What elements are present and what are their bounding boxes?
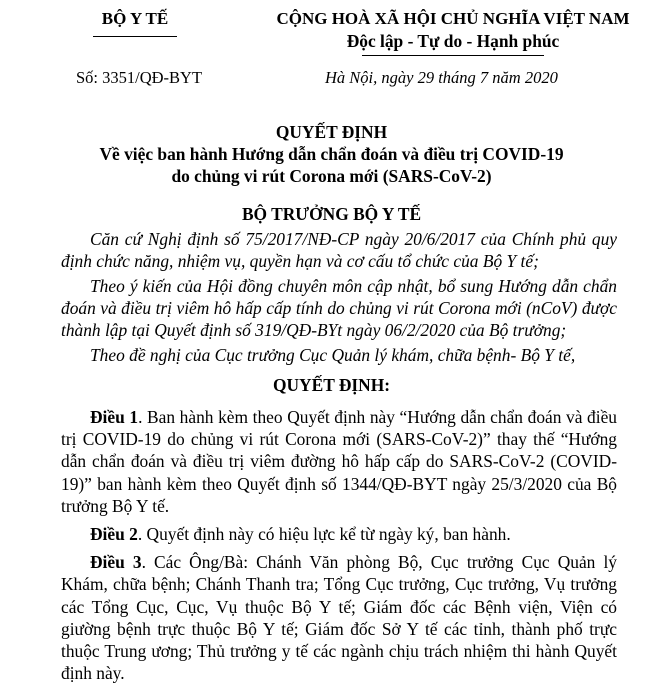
article-text: . Ban hành kèm theo Quyết định này “Hướng dẫn chẩn đoán và điều trị COVID-19 do chủng vi rút Corona mới (SARS-CoV-2)” thay thế “Hướng dẫn chẩn đoán và điều trị viêm đường hô hấp cấp do SARS-CoV-2 (COVID-19)” ban hành kèm theo Quyết định số 1344/QĐ-BYT ngày 25/3/2020 của Bộ trưởng Bộ Y tế. [61, 407, 618, 516]
national-title: CỘNG HOÀ XÃ HỘI CHỦ NGHĨA VIỆT NAM [276, 9, 630, 28]
recital-legal-basis: Căn cứ Nghị định số 75/2017/NĐ-CP ngày 20/6/2017 của Chính phủ quy định chức năng, nhiệm vụ, quyền hạn và cơ cấu tổ chức của Bộ Y tế; [61, 229, 617, 271]
article-label: Điều 2 [90, 524, 138, 545]
document-type: QUYẾT ĐỊNH [275, 122, 388, 142]
articles [61, 406, 617, 690]
recital-proposal: Theo đề nghị của Cục trưởng Cục Quản lý khám, chữa bệnh- Bộ Y tế, [90, 345, 576, 365]
document-subject-line-2: do chủng vi rút Corona mới (SARS-CoV-2) [171, 166, 492, 186]
article-label: Điều 1 [90, 407, 139, 427]
article-1 [61, 406, 617, 517]
article-label: Điều 3 [90, 552, 142, 573]
motto-underline [362, 55, 544, 56]
document-title-block [0, 121, 663, 187]
document-subject-line-1: Về việc ban hành Hướng dẫn chẩn đoán và điều trị COVID-19 [99, 144, 564, 164]
decision-heading: QUYẾT ĐỊNH: [272, 375, 391, 395]
article-2 [61, 523, 617, 545]
national-motto: Độc lập - Tự do - Hạnh phúc [346, 31, 560, 51]
issuing-agency-block [60, 8, 210, 37]
recitals [61, 228, 617, 369]
article-text: . Quyết định này có hiệu lực kể từ ngày ký, ban hành. [137, 524, 511, 545]
issuing-agency: BỘ Y TẾ [101, 9, 169, 28]
recital-council-opinion: Theo ý kiến của Hội đồng chuyên môn cập nhật, bổ sung Hướng dẫn chẩn đoán và điều trị viêm hô hấp cấp tính do chủng vi rút Corona mới (nCoV) được thành lập tại Quyết định số 319/QĐ-BYt ngày 06/2/2020 của Bộ trưởng; [61, 276, 617, 340]
document-number: Số: 3351/QĐ-BYT [76, 68, 203, 87]
article-text: . Các Ông/Bà: Chánh Văn phòng Bộ, Cục trưởng Cục Quản lý Khám, chữa bệnh; Chánh Thanh tra; Tổng Cục trưởng, Cục trưởng, Vụ trưởng các Tổng Cục, Cục, Vụ thuộc Bộ Y tế; Giám đốc các Bệnh viện, Viện có giường bệnh trực thuộc Bộ Y tế; Giám đốc Sở Y tế các tỉnh, thành phố trực thuộc Trung ương; Thủ trưởng y tế các ngành chịu trách nhiệm thi hành Quyết định này. [61, 552, 617, 684]
issue-date: Hà Nội, ngày 29 tháng 7 năm 2020 [325, 68, 558, 87]
issuer-title: BỘ TRƯỞNG BỘ Y TẾ [241, 204, 422, 224]
agency-underline [93, 36, 177, 37]
article-3 [61, 551, 617, 684]
national-header-block [258, 8, 648, 56]
